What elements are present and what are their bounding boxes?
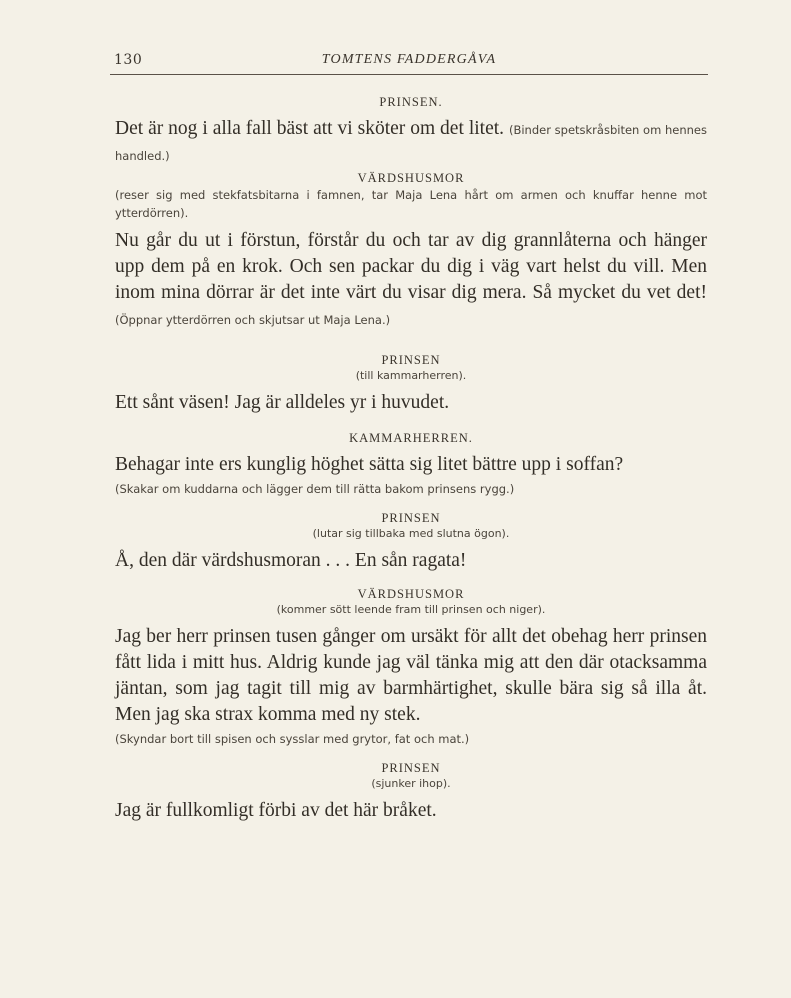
speaker-name: PRINSEN.: [379, 95, 443, 109]
dialogue-block: [115, 352, 707, 416]
stage-direction: (Binder spetskråsbiten om hennes handled.): [115, 123, 707, 163]
stage-direction: (Skakar om kuddarna och lägger dem till rätta bakom prinsens rygg.): [115, 482, 515, 496]
speech: [115, 228, 707, 332]
page-header: [110, 50, 708, 75]
speech: Å, den där värdshusmoran . . . En sån ragata!: [115, 550, 467, 571]
dialogue-block: [115, 430, 707, 498]
stage-direction: (reser sig med stekfatsbitarna i famnen, tar Maja Lena hårt om armen och knuffar henne mot ytterdörren).: [115, 188, 707, 220]
dialogue-block: [115, 170, 707, 332]
stage-direction: (kommer sött leende fram till prinsen och niger).: [276, 603, 546, 616]
speaker-name: PRINSEN: [381, 353, 441, 367]
speech: Behagar inte ers kunglig höghet sätta sig litet bättre upp i soffan?: [115, 454, 624, 475]
play-text: [115, 94, 707, 824]
speaker-name: PRINSEN: [381, 761, 441, 775]
dialogue-block: [115, 586, 707, 748]
stage-direction: (sjunker ihop).: [371, 777, 451, 790]
speech: Jag är fullkomligt förbi av det här bråket.: [115, 800, 437, 821]
stage-direction: (Öppnar ytterdörren och skjutsar ut Maja Lena.): [115, 313, 391, 327]
dialogue-block: [115, 760, 707, 824]
stage-direction: (till kammarherren).: [355, 369, 467, 382]
running-title: TOMTENS FADDERGÅVA: [321, 52, 497, 67]
speech-text: Nu går du ut i förstun, förstår du och tar av dig grannlåterna och hänger upp dem på en krok. Och sen packar du dig i väg vart helst du vill. Men inom mina dörrar är det inte värt du visar dig mera. Så mycket du vet det!: [115, 230, 707, 303]
speech-text: Det är nog i alla fall bäst att vi sköter om det litet.: [115, 118, 505, 139]
dialogue-block: [115, 94, 707, 168]
stage-direction: (Skyndar bort till spisen och sysslar med grytor, fat och mat.): [115, 732, 470, 746]
speech: [115, 116, 707, 168]
dialogue-block: [115, 510, 707, 574]
speaker-name: VÄRDSHUSMOR: [357, 171, 465, 185]
speaker-name: KAMMARHERREN.: [349, 431, 473, 445]
speech: Ett sånt väsen! Jag är alldeles yr i huvudet.: [115, 392, 450, 413]
page-number: 130: [114, 52, 143, 68]
speech: Jag ber herr prinsen tusen gånger om ursäkt för allt det obehag herr prinsen fått lida i mitt hus. Aldrig kunde jag väl tänka mig att den där otacksamma jäntan, som jag tagit till mig av barmhärtighet, skulle bära sig så illa åt. Men jag ska strax komma med ny stek.: [115, 626, 707, 725]
speaker-name: PRINSEN: [381, 511, 441, 525]
speaker-name: VÄRDSHUSMOR: [357, 587, 465, 601]
stage-direction: (lutar sig tillbaka med slutna ögon).: [312, 527, 510, 540]
